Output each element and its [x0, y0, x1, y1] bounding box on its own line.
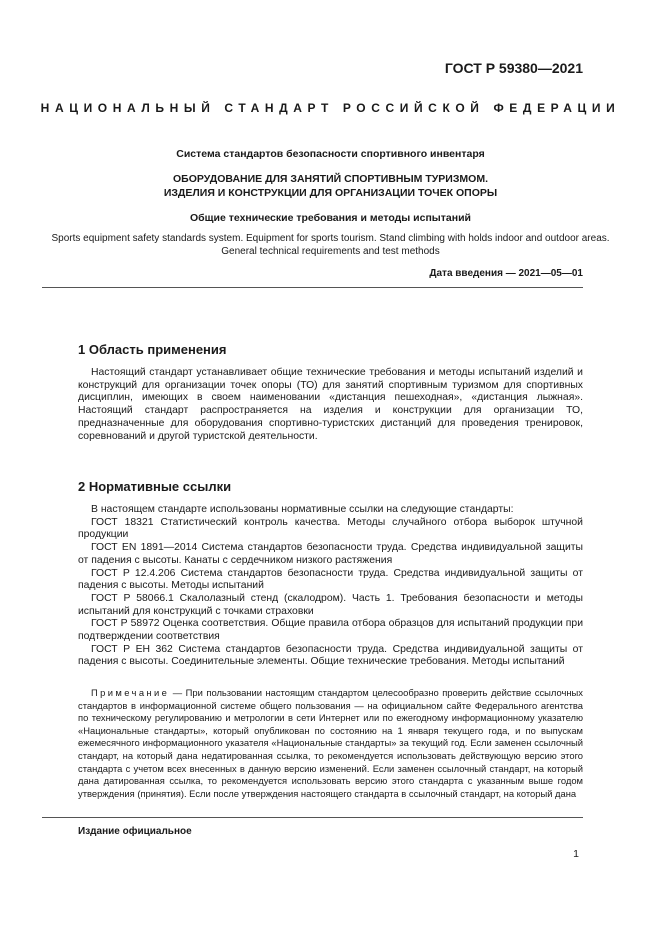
main-title: [0, 172, 661, 200]
note-label: Примечание: [91, 687, 170, 698]
section-1-text: Настоящий стандарт устанавливает общие технические требования и методы испытаний изделий и конструкций для организации точек опоры (ТО) для занятий спортивным туризмом для спортивных дисциплин, имеющих в своем наименовании «дистанция пешеходная», «дистанция лыжная». Настоящий стандарт распространяется на изделия и конструкции для организации ТО, предназначенные для оборудования спортивно-туристских дистанций для проведения тренировок, соревнований и другой туристской деятельности.: [78, 367, 583, 442]
section-2-body: [78, 504, 583, 669]
reference-item: ГОСТ Р 58066.1 Скалолазный стенд (скалодром). Часть 1. Требования безопасности и методы испытаний для конструкций с точками страховки: [78, 592, 583, 617]
national-standard-title: НАЦИОНАЛЬНЫЙ СТАНДАРТ РОССИЙСКОЙ ФЕДЕРАЦИИ: [40, 101, 621, 115]
subtitle: Общие технические требования и методы испытаний: [190, 212, 471, 224]
main-title-line-2: ИЗДЕЛИЯ И КОНСТРУКЦИИ ДЛЯ ОРГАНИЗАЦИИ ТОЧЕК ОПОРЫ: [163, 187, 498, 199]
reference-item: ГОСТ EN 1891—2014 Система стандартов безопасности труда. Средства индивидуальной защиты от падения с высоты. Канаты с сердечником низкого растяжения: [78, 542, 583, 566]
reference-item: ГОСТ 18321 Статистический контроль качества. Методы случайного отбора выборок штучной продукции: [78, 516, 583, 541]
english-title: Sports equipment safety standards system. Equipment for sports tourism. Stand climbing with holds indoor and outdoor areas. General technical requirements and test methods: [51, 233, 610, 257]
section-2-intro: В настоящем стандарте использованы нормативные ссылки на следующие стандарты:: [91, 504, 514, 515]
main-title-line-1: ОБОРУДОВАНИЕ ДЛЯ ЗАНЯТИЙ СПОРТИВНЫМ ТУРИЗМОМ.: [173, 173, 488, 185]
section-1-heading: 1 Область применения: [78, 342, 227, 357]
section-2-heading: 2 Нормативные ссылки: [78, 479, 232, 494]
gost-code: ГОСТ Р 59380—2021: [444, 60, 583, 76]
introduction-date: Дата введения — 2021—05—01: [429, 268, 583, 279]
official-edition: Издание официальное: [78, 826, 192, 837]
reference-item: ГОСТ Р 12.4.206 Система стандартов безопасности труда. Средства индивидуальной защиты от падения с высоты. Методы испытаний: [78, 567, 583, 592]
note-paragraph: [78, 687, 583, 800]
bottom-divider: [42, 817, 583, 818]
top-divider: [42, 287, 583, 288]
page-number: 1: [573, 848, 579, 860]
reference-item: ГОСТ Р ЕН 362 Система стандартов безопасности труда. Средства индивидуальной защиты от падения с высоты. Соединительные элементы. Общие технические требования. Методы испытаний: [78, 643, 583, 668]
reference-item: ГОСТ Р 58972 Оценка соответствия. Общие правила отбора образцов для испытаний продукции при подтверждении соответствия: [78, 618, 583, 643]
note-text: — При пользовании настоящим стандартом целесообразно проверить действие ссылочных стандартов в информационной системе общего пользования — на официальном сайте Федерального агентства по техническому регулированию и метрологии в сети Интернет или по ежегодному информационному указателю «Национальные стандарты», который опубликован по состоянию на 1 января текущего года, и по выпускам ежемесячного информационного указателя «Национальные стандарты» за текущий год. Если заменен ссылочный стандарт, на который дана недатированная ссылка, то рекомендуется использовать действующую версию этого стандарта с учетом всех внесенных в данную версию изменений. Если заменен ссылочный стандарт, на который дана датированная ссылка, то рекомендуется использовать версию этого стандарта с указанным выше годом утверждения (принятия). Если после утверждения настоящего стандарта в ссылочный стандарт, на который дана: [78, 687, 583, 799]
standards-system-title: Система стандартов безопасности спортивного инвентаря: [176, 148, 485, 160]
